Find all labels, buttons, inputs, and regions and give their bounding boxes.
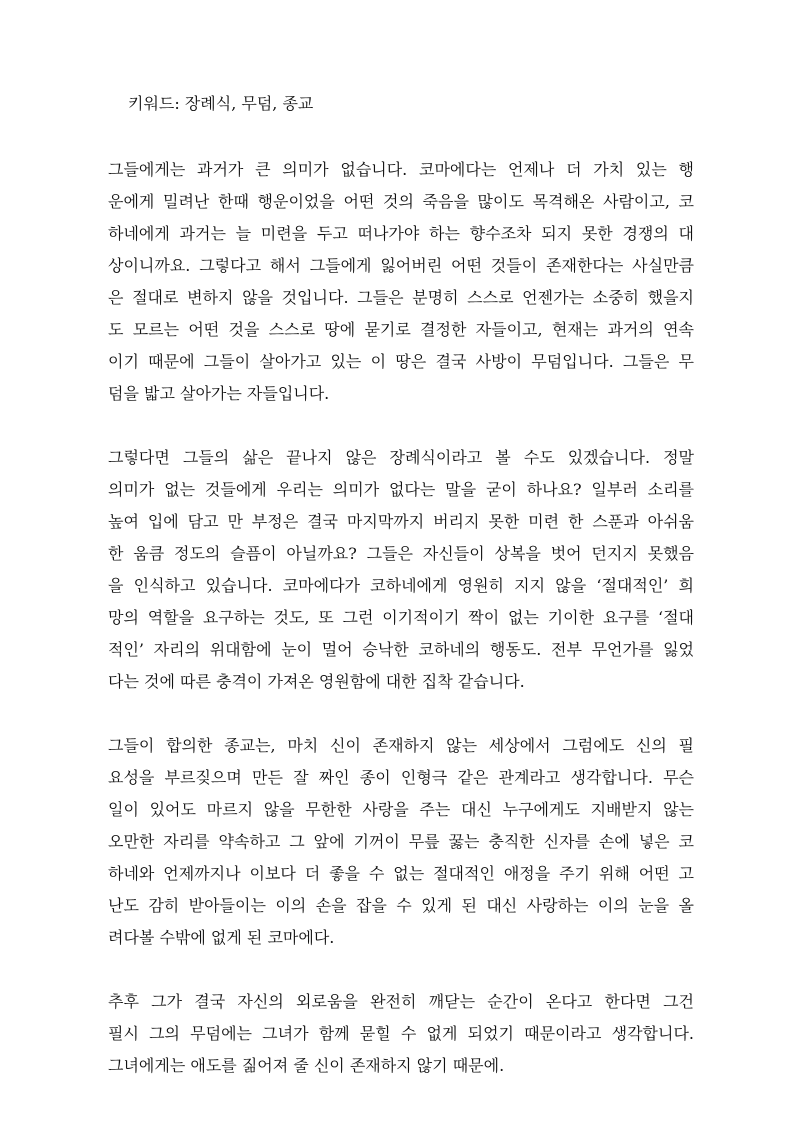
text-line: 운에게 밀려난 한때 행운이었을 어떤 것의 죽음을 많이도 목격해온 사람이고, 코 bbox=[108, 192, 694, 211]
text-line: 적인’ 자리의 위대함에 눈이 멀어 승낙한 코하네의 행동도. 전부 무언가를 잃었 bbox=[108, 640, 694, 659]
text-line: 이기 때문에 그들이 살아가고 있는 이 땅은 결국 사방이 무덤입니다. 그들은 무 bbox=[108, 352, 694, 371]
document-body bbox=[108, 88, 694, 1114]
text-line: 다는 것에 따른 충격이 가져온 영원함에 대한 집착 같습니다. bbox=[108, 672, 525, 691]
text-line: 필시 그의 무덤에는 그녀가 함께 묻힐 수 없게 되었기 때문이라고 생각합니다. bbox=[108, 1024, 694, 1043]
text-line: 오만한 자리를 약속하고 그 앞에 기꺼이 무릎 꿇는 충직한 신자를 손에 넣은 코 bbox=[108, 832, 694, 851]
text-line: 그녀에게는 애도를 짊어져 줄 신이 존재하지 않기 때문에. bbox=[108, 1056, 505, 1075]
text-line: 하네에게 과거는 늘 미련을 두고 떠나가야 하는 향수조차 되지 못한 경쟁의 대 bbox=[108, 224, 694, 243]
text-line: 한 움큼 정도의 슬픔이 아닐까요? 그들은 자신들이 상복을 벗어 던지지 못했음 bbox=[108, 544, 694, 563]
text-line: 하네와 언제까지나 이보다 더 좋을 수 없는 절대적인 애정을 주기 위해 어떤 고 bbox=[108, 864, 694, 883]
text-line: 은 절대로 변하지 않을 것입니다. 그들은 분명히 스스로 언젠가는 소중히 했을지 bbox=[108, 288, 694, 307]
paragraph-funeral bbox=[108, 442, 694, 698]
text-line: 상이니까요. 그렇다고 해서 그들에게 잃어버린 어떤 것들이 존재한다는 사실만큼 bbox=[108, 256, 694, 275]
text-line: 그들에게는 과거가 큰 의미가 없습니다. 코마에다는 언제나 더 가치 있는 행 bbox=[108, 160, 694, 179]
text-line: 덤을 밟고 살아가는 자들입니다. bbox=[108, 384, 330, 403]
paragraph-loneliness bbox=[108, 986, 694, 1082]
text-line: 일이 있어도 마르지 않을 무한한 사랑을 주는 대신 누구에게도 지배받지 않는 bbox=[108, 800, 694, 819]
paragraph-past bbox=[108, 154, 694, 410]
text-line: 난도 감히 받아들이는 이의 손을 잡을 수 있게 된 대신 사랑하는 이의 눈을 올 bbox=[108, 896, 694, 915]
paragraph-religion bbox=[108, 730, 694, 954]
text-line: 그렇다면 그들의 삶은 끝나지 않은 장례식이라고 볼 수도 있겠습니다. 정말 bbox=[108, 448, 694, 467]
text-line: 도 모르는 어떤 것을 스스로 땅에 묻기로 결정한 자들이고, 현재는 과거의 연속 bbox=[108, 320, 694, 339]
text-line: 그들이 합의한 종교는, 마치 신이 존재하지 않는 세상에서 그럼에도 신의 필 bbox=[108, 736, 694, 755]
keywords-line: 키워드: 장례식, 무덤, 종교 bbox=[128, 94, 314, 113]
text-line: 려다볼 수밖에 없게 된 코마에다. bbox=[108, 928, 335, 947]
text-line: 추후 그가 결국 자신의 외로움을 완전히 깨닫는 순간이 온다고 한다면 그건 bbox=[108, 992, 694, 1011]
text-line: 의미가 없는 것들에게 우리는 의미가 없다는 말을 굳이 하나요? 일부러 소리를 bbox=[108, 480, 694, 499]
text-line: 망의 역할을 요구하는 것도, 또 그런 이기적이기 짝이 없는 기이한 요구를 ‘절대 bbox=[108, 608, 694, 627]
text-line: 을 인식하고 있습니다. 코마에다가 코하네에게 영원히 지지 않을 ‘절대적인’ 희 bbox=[108, 576, 694, 595]
text-line: 높여 입에 담고 만 부정은 결국 마지막까지 버리지 못한 미련 한 스푼과 아쉬움 bbox=[108, 512, 694, 531]
text-line: 요성을 부르짖으며 만든 잘 짜인 종이 인형극 같은 관계라고 생각합니다. 무슨 bbox=[108, 768, 694, 787]
